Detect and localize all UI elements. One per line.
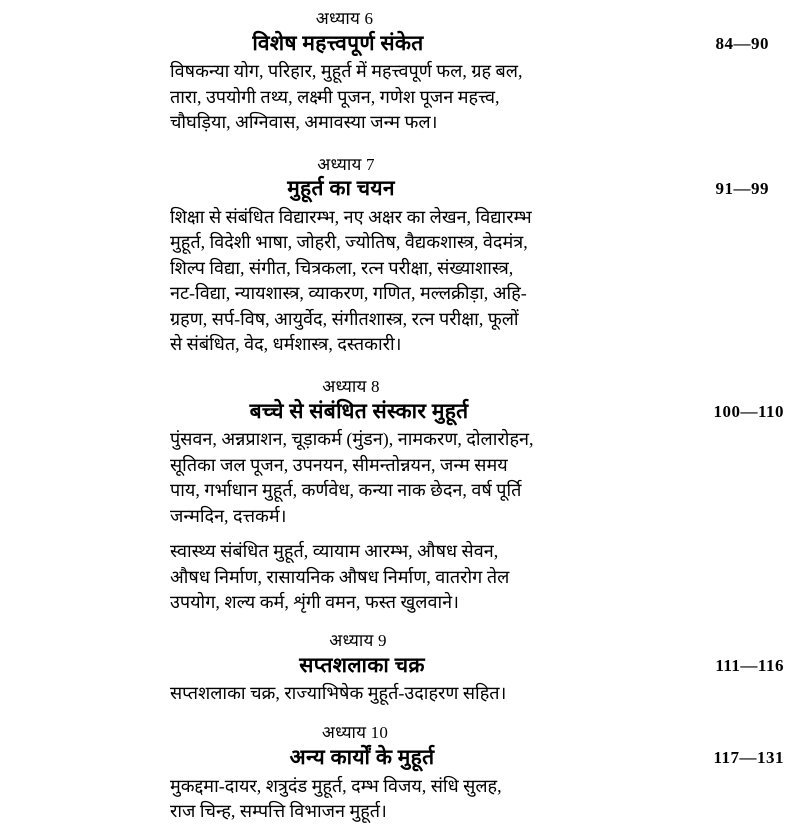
chapter-title-row (170, 398, 784, 425)
chapter-title: अन्य कार्यों के मुहूर्त (289, 745, 435, 770)
chapter-title-row (170, 744, 784, 771)
chapter-title: सप्तशलाका चक्र (299, 652, 425, 677)
chapter-page-range: 117—131 (713, 748, 784, 768)
chapter-entry (170, 376, 784, 616)
chapter-entry (170, 630, 784, 707)
description-line: नट-विद्या, न्यायशास्त्र, व्याकरण, गणित, मल्लक्रीड़ा, अहि- (170, 283, 527, 304)
description-line: जन्मदिन, दत्तकर्म। (170, 505, 287, 526)
description-line: मुकद्दमा-दायर, शत्रुदंड मुहूर्त, दम्भ विजय, संधि सुलह, (170, 775, 502, 796)
description-line: सूतिका जल पूजन, उपनयन, सीमन्तोन्नयन, जन्म समय (170, 454, 508, 475)
description-line: स्वास्थ्य संबंधित मुहूर्त, व्यायाम आरम्भ, औषध सेवन, (170, 541, 499, 562)
chapter-entry (170, 722, 784, 824)
chapter-title-row (170, 30, 769, 57)
chapter-entry (170, 154, 769, 358)
chapter-title: विशेष महत्त्वपूर्ण संकेत (252, 30, 424, 55)
description-line: मुहूर्त, विदेशी भाषा, जोहरी, ज्योतिष, वैद्यकशास्त्र, वेदमंत्र, (170, 232, 528, 253)
description-line: शिक्षा से संबंधित विद्यारम्भ, नए अक्षर का लेखन, विद्यारम्भ (170, 206, 532, 227)
chapter-label: अध्याय 9 (329, 630, 387, 650)
chapter-page-range: 100—110 (713, 401, 784, 421)
chapter-page-range: 91—99 (715, 179, 769, 199)
description-line: औषध निर्माण, रासायनिक औषध निर्माण, वातरोग तेल (170, 566, 510, 587)
description-line: ग्रहण, सर्प-विष, आयुर्वेद, संगीतशास्त्र, रत्न परीक्षा, फूलों (170, 308, 519, 329)
description-line: से संबंधित, वेद, धर्मशास्त्र, दस्तकारी। (170, 334, 402, 355)
description-line: विषकन्या योग, परिहार, मुहूर्त में महत्त्वपूर्ण फल, ग्रह बल, (170, 61, 523, 82)
description-line: शिल्प विद्या, संगीत, चित्रकला, रत्न परीक्षा, संख्याशास्त्र, (170, 257, 514, 278)
chapter-page-range: 84—90 (715, 33, 769, 53)
chapter-description (170, 681, 624, 707)
description-line: सप्तशलाका चक्र, राज्याभिषेक मुहूर्त-उदाहरण सहित। (170, 682, 507, 703)
chapter-page-range: 111—116 (715, 655, 784, 675)
chapter-description (170, 59, 624, 136)
paragraph-spacer (170, 529, 624, 537)
description-line: पुंसवन, अन्नप्राशन, चूड़ाकर्म (मुंडन), नामकरण, दोलारोहन, (170, 429, 534, 450)
chapter-description (170, 205, 624, 358)
chapter-title-row (170, 652, 784, 679)
chapter-title-row (170, 175, 769, 202)
chapter-description (170, 427, 624, 529)
chapter-label: अध्याय 6 (315, 9, 374, 28)
chapter-label: अध्याय 7 (317, 154, 375, 174)
chapter-description (170, 774, 624, 825)
chapter-label: अध्याय 8 (322, 377, 380, 397)
chapter-entry (170, 8, 769, 136)
description-line: राज चिन्ह, सम्पत्ति विभाजन मुहूर्त। (170, 801, 387, 822)
chapter-label: अध्याय 10 (321, 723, 389, 743)
chapter-title: मुहूर्त का चयन (287, 176, 395, 201)
chapter-title: बच्चे से संबंधित संस्कार मुहूर्त (249, 398, 469, 423)
description-line: उपयोग, शल्य कर्म, शृंगी वमन, फस्त खुलवाने। (170, 592, 459, 613)
description-line: पाय, गर्भाधान मुहूर्त, कर्णवेध, कन्या नाक छेदन, वर्ष पूर्ति (170, 480, 522, 501)
description-line: तारा, उपयोगी तथ्य, लक्ष्मी पूजन, गणेश पूजन महत्त्व, (170, 86, 500, 107)
table-of-contents (0, 8, 799, 825)
description-line: चौघड़िया, अग्निवास, अमावस्या जन्म फल। (170, 112, 438, 133)
chapter-description (170, 539, 624, 616)
